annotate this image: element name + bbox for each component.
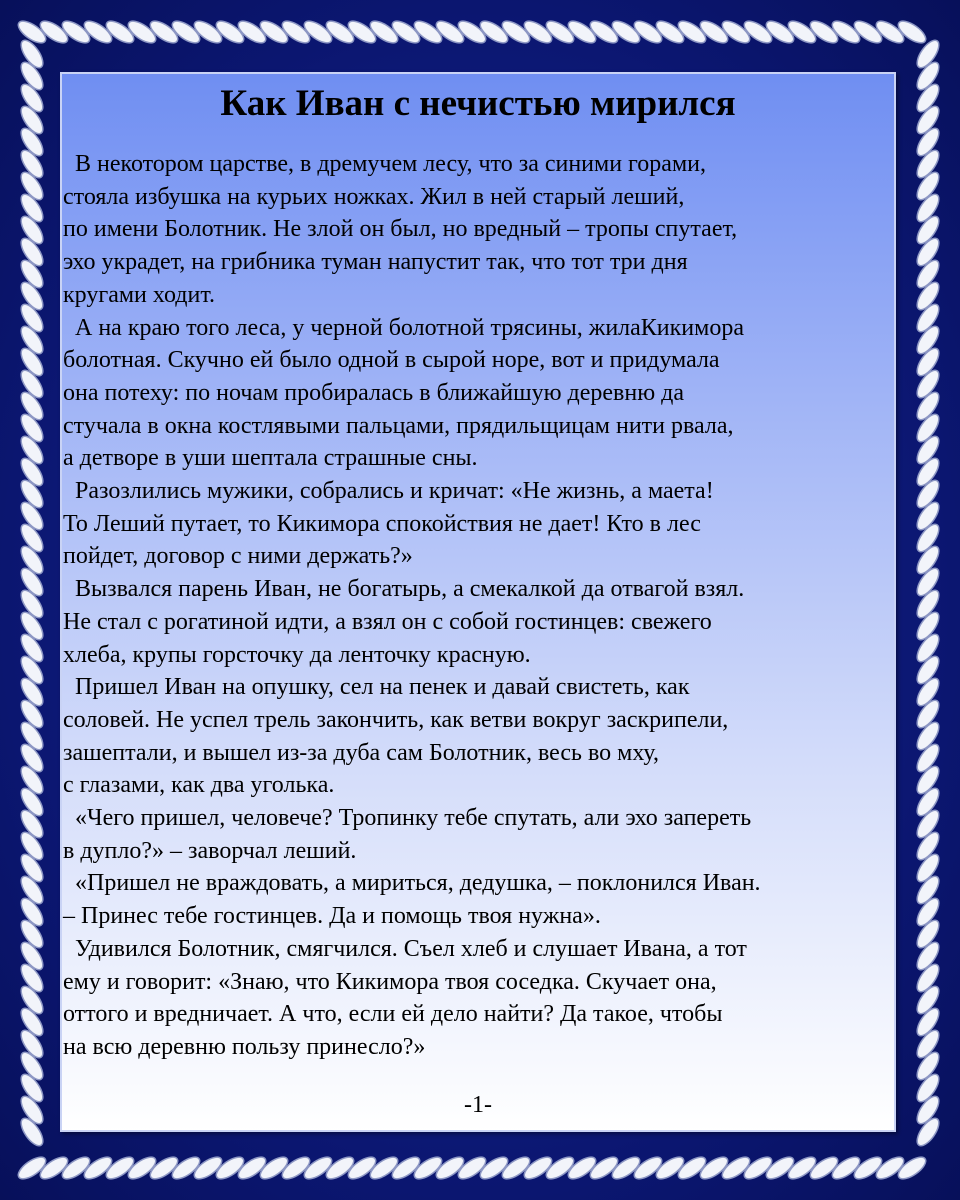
text-line: А на краю того леса, у черной болотной трясины, жилаКикимора (63, 314, 744, 341)
text-line: стучала в окна костлявыми пальцами, прядильщицам нити рвала, (63, 412, 734, 439)
text-line: болотная. Скучно ей было одной в сырой норе, вот и придумала (63, 347, 720, 374)
text-line: в дупло?» – заворчал леший. (63, 837, 357, 864)
text-line: на всю деревню пользу принесло?» (63, 1033, 426, 1060)
text-line: она потеху: по ночам пробиралась в ближайшую деревню да (63, 379, 684, 406)
text-line: Пришел Иван на опушку, сел на пенек и давай свистеть, как (63, 674, 690, 701)
text-line: «Чего пришел, человече? Тропинку тебе спутать, али эхо запереть (63, 805, 752, 832)
text-line: хлеба, крупы горсточку да ленточку красную. (63, 641, 531, 668)
text-line: зашептали, и вышел из-за дуба сам Болотник, весь во мху, (63, 739, 660, 766)
page (60, 72, 896, 1132)
text-line: стояла избушка на курьих ножках. Жил в ней старый леший, (63, 183, 685, 210)
page-title: Как Иван с нечистью мирился (220, 83, 736, 124)
text-line: Удивился Болотник, смягчился. Съел хлеб и слушает Ивана, а тот (63, 935, 747, 962)
text-line: В некотором царстве, в дремучем лесу, что за синими горами, (63, 151, 706, 177)
text-line: Не стал с рогатиной идти, а взял он с собой гостинцев: свежего (63, 608, 712, 635)
text-line: пойдет, договор с ними держать?» (63, 543, 413, 570)
text-line: Вызвался парень Иван, не богатырь, а смекалкой да отвагой взял. (63, 576, 745, 603)
page-number: -1- (464, 1092, 492, 1118)
text-line: соловей. Не успел трель закончить, как ветви вокруг заскрипели, (63, 706, 729, 733)
text-line: по имени Болотник. Не злой он был, но вредный – тропы спутает, (63, 216, 738, 243)
text-line: То Леший путает, то Кикимора спокойствия не дает! Кто в лес (63, 510, 701, 537)
text-line: а детворе в уши шептала страшные сны. (63, 445, 478, 472)
text-line: «Пришел не враждовать, а мириться, дедушка, – поклонился Иван. (63, 870, 761, 897)
text-line: с глазами, как два уголька. (63, 772, 335, 799)
text-line: кругами ходит. (63, 281, 216, 308)
text-line: эхо украдет, на грибника туман напустит так, что тот три дня (63, 249, 688, 276)
text-line: оттого и вредничает. А что, если ей дело найти? Да такое, чтобы (63, 1001, 723, 1028)
text-line: – Принес тебе гостинцев. Да и помощь твоя нужна». (63, 903, 601, 930)
text-line: ему и говорит: «Знаю, что Кикимора твоя соседка. Скучает она, (63, 968, 717, 995)
text-line: Разозлились мужики, собрались и кричат: «Не жизнь, а маета! (63, 478, 714, 505)
story-text (63, 148, 895, 1064)
